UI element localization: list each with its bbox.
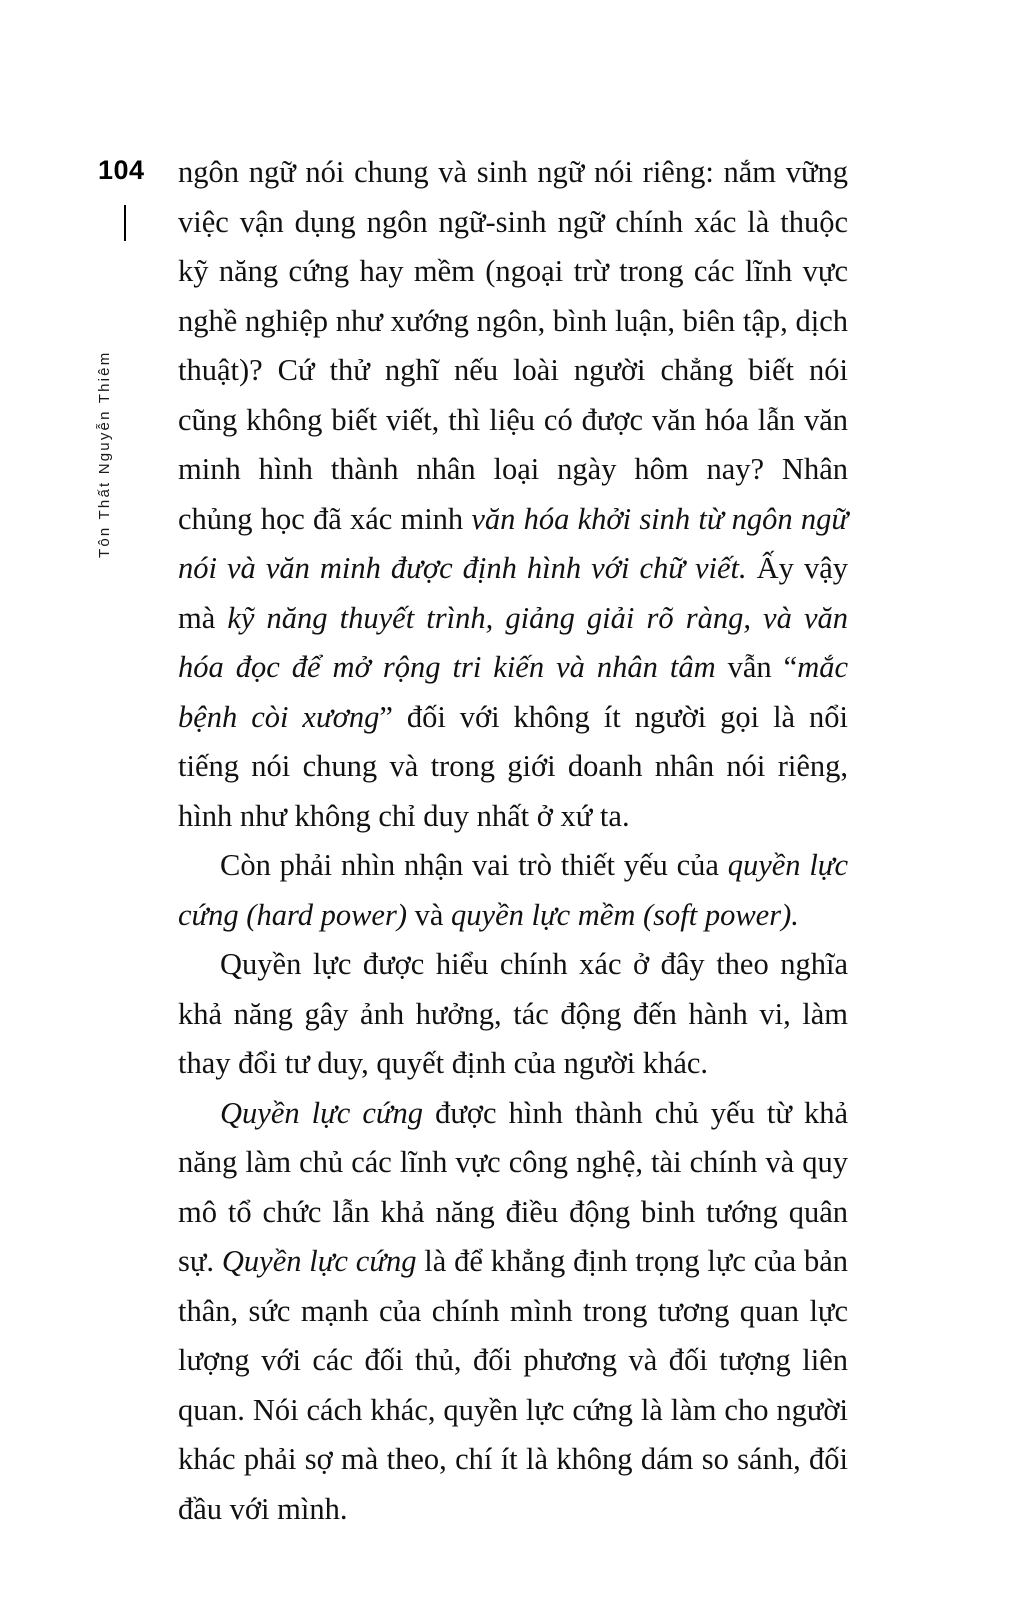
body-paragraph [178,841,848,940]
body-text: ” đối với không ít người gọi là nổi tiếng nói chung và trong giới doanh nhân nói riêng, hình như không chỉ duy nhất ở xứ ta. [178,699,849,833]
body-text: là để khẳng định trọng lực của bản thân, sức mạnh của chính mình trong tương quan lực lượng với các đối thủ, đối phương và đối tượng liên quan. Nói cách khác, quyền lực cứng là làm cho người khác phải sợ mà theo, chí ít là không dám so sánh, đối đầu với mình. [178,1244,848,1526]
body-text: Còn phải nhìn nhận vai trò thiết yếu của [220,848,728,882]
body-text: ngôn ngữ nói chung và sinh ngữ nói riêng: nắm vững việc vận dụng ngôn ngữ-sinh ngữ chính xác là thuộc kỹ năng cứng hay mềm (ngoại trừ trong các lĩnh vực nghề nghiệp như xướng ngôn, bình luận, biên tập, dịch thuật)? Cứ thử nghĩ nếu loài người chẳng biết nói cũng không biết viết, thì liệu có được văn hóa lẫn văn minh hình thành nhân loại ngày hôm nay? Nhân chủng học đã xác minh [178,155,848,536]
emphasis-text: Quyền lực cứng [220,1095,424,1130]
emphasis-text: quyền lực cứng (hard power) [178,848,848,932]
page-number: 104 [98,155,145,185]
body-paragraph [178,1089,848,1535]
body-paragraph [178,940,848,1089]
body-text: và [406,897,452,932]
body-text: Quyền lực được hiểu chính xác ở đây theo nghĩa khả năng gây ảnh hưởng, tác động đến hành vi, làm thay đổi tư duy, quyết định của người khác. [178,947,848,1080]
body-text: Ấy vậy mà [178,551,848,635]
emphasis-text: Quyền lực cứng [221,1244,417,1278]
body-text: được hình thành chủ yếu từ khả năng làm chủ các lĩnh vực công nghệ, tài chính và quy mô tổ chức lẫn khả năng điều động binh tướng quân sự. [178,1095,848,1278]
running-head-author: Tôn Thất Nguyễn Thiêm [96,350,113,558]
emphasis-text: văn hóa khởi sinh từ ngôn ngữ nói và văn minh được định hình với chữ viết. [178,501,848,585]
body-paragraph [178,148,848,841]
emphasis-text: mắc bệnh còi xương [178,650,849,734]
emphasis-text: quyền lực mềm (soft power). [451,897,799,932]
text-column [178,148,848,1534]
folio-divider [124,205,126,241]
body-text: vẫn “ [715,650,798,684]
emphasis-text: kỹ năng thuyết trình, giảng giải rõ ràng, và văn hóa đọc để mở rộng tri kiến và nhân tâm [178,600,848,684]
